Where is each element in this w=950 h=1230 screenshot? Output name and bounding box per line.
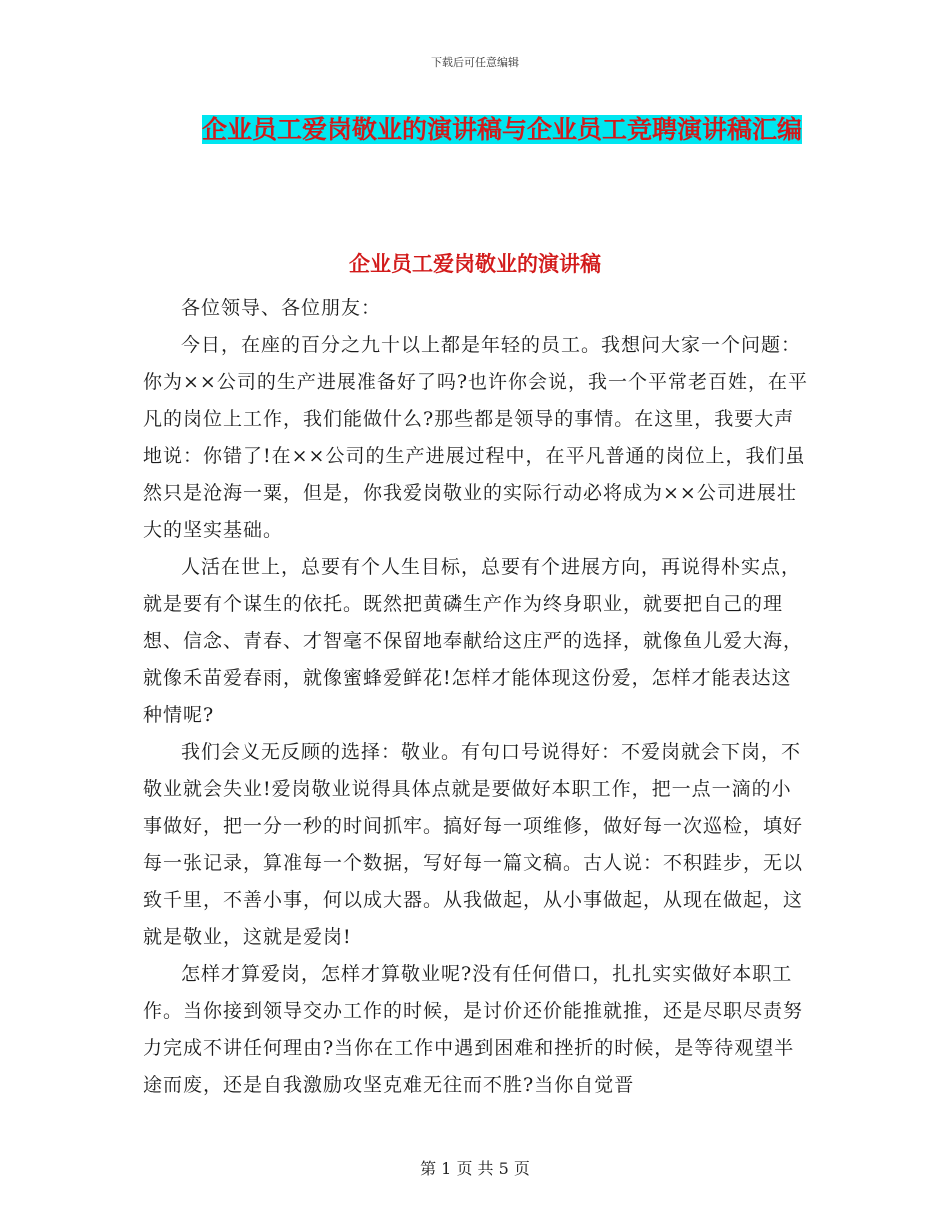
document-title-text: 企业员工爱岗敬业的演讲稿与企业员工竞聘演讲稿汇编 — [201, 115, 802, 144]
header-note: 下载后可任意编辑 — [431, 56, 519, 69]
page-footer: 第 1 页 共 5 页 — [420, 1159, 530, 1178]
body-text — [143, 290, 811, 1104]
section-title: 企业员工爱岗敬业的演讲稿 — [349, 252, 601, 276]
paragraph: 怎样才算爱岗，怎样才算敬业呢?没有任何借口，扎扎实实做好本职工作。当你接到领导交办工作的时候，是讨价还价能推就推，还是尽职尽责努力完成不讲任何理由?当你在工作中遇到困难和挫折的时候，是等待观望半途而废，还是自我激励攻坚克难无往而不胜?当你自觉晋 — [143, 963, 804, 1096]
paragraph: 人活在世上，总要有个人生目标，总要有个进展方向，再说得朴实点，就是要有个谋生的依托。既然把黄磷生产作为终身职业，就要把自己的理想、信念、青春、才智毫不保留地奉献给这庄严的选择，就像鱼儿爱大海，就像禾苗爱春雨，就像蜜蜂爱鲜花!怎样才能体现这份爱，怎样才能表达这种情呢? — [143, 556, 804, 726]
paragraph-greeting: 各位领导、各位朋友： — [181, 297, 382, 319]
paragraph: 我们会义无反顾的选择：敬业。有句口号说得好：不爱岗就会下岗，不敬业就会失业!爱岗敬业说得具体点就是要做好本职工作，把一点一滴的小事做好，把一分一秒的时间抓牢。搞好每一项维修，做好每一次巡检，填好每一张记录，算准每一个数据，写好每一篇文稿。古人说：不积跬步，无以致千里，不善小事，何以成大器。从我做起，从小事做起，从现在做起，这就是敬业，这就是爱岗! — [143, 741, 804, 948]
paragraph: 今日，在座的百分之九十以上都是年轻的员工。我想问大家一个问题：你为××公司的生产进展准备好了吗?也许你会说，我一个平常老百姓，在平凡的岗位上工作，我们能做什么?那些都是领导的事情。在这里，我要大声地说：你错了!在××公司的生产进展过程中，在平凡普通的岗位上，我们虽然只是沧海一粟，但是，你我爱岗敬业的实际行动必将成为××公司进展壮大的坚实基础。 — [143, 334, 809, 541]
document-title — [192, 108, 812, 152]
